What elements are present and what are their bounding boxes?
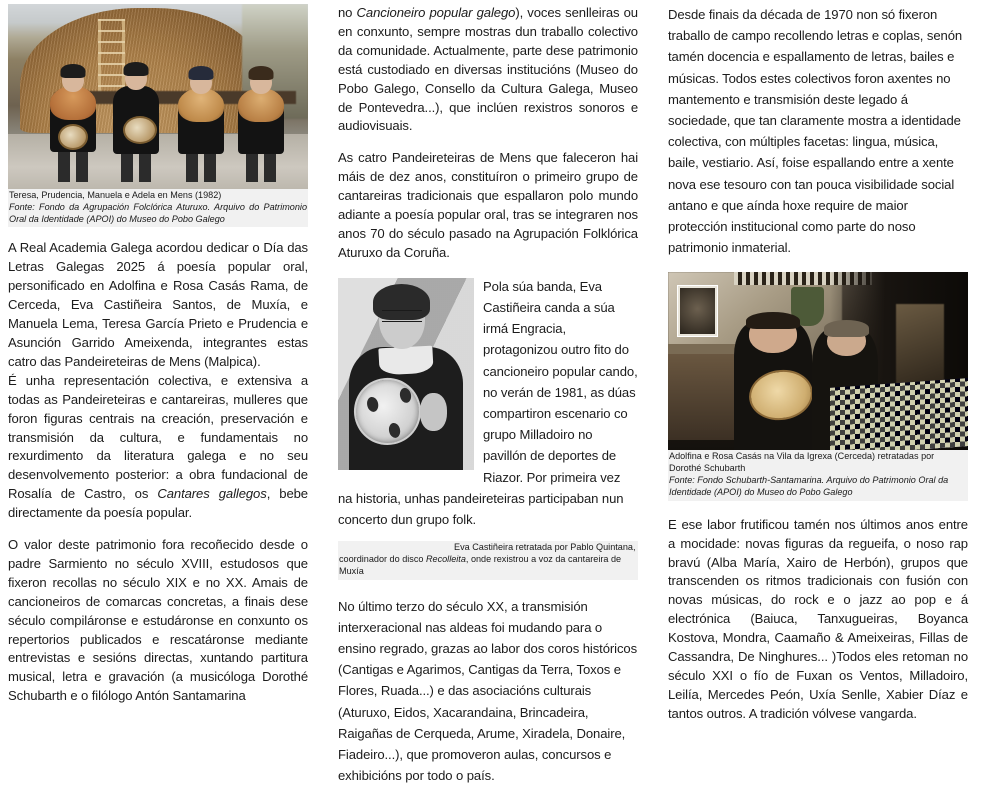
woman-prudencia [107, 60, 165, 182]
caption-eva-part1: Eva Castiñeira retratada por Pablo Quintana, coordinador do disco [339, 542, 636, 565]
figure-mens [8, 4, 308, 227]
paragraph-c2-p4: No último terzo do século XX, a transmisión interxeracional nas aldeas foi mudando para o ensino regrado, grazas ao labor dos coros históricos (Cantigas e Agarimos, Cantigas da Terra, Toxos e Flores, Ruada...) e das asociacións culturais (Aturuxo, Eidos, Xacarandaina, Brincadeira, Raigañas de Cerqueda, Arume, Xiradela, Donaire, Fiadeiro...), que promoveron aulas, concursos e exhibicións por todo o país. [338, 598, 638, 784]
paragraph-c1-p1b [8, 372, 308, 523]
caption-source: Fonte: Fondo Schubarth-Santamarina. Arquivo do Patrimonio Oral da Identidade (APOI) do Museo do Pobo Galego [669, 475, 949, 497]
framed-picture-shape [677, 285, 718, 337]
column-3 [668, 4, 968, 721]
caption-source: Fonte: Fondo da Agrupación Folclórica Aturuxo. Arquivo do Patrimonio Oral da Identidade (APOI) do Museo do Pobo Galego [9, 201, 307, 224]
caption-title: Teresa, Prudencia, Manuela e Adela en Mens (1982) [9, 190, 222, 200]
caption-figure-eva [338, 541, 638, 579]
woman-rosa-cap [824, 320, 869, 336]
title-cancioneiro-popular-galego: Cancioneiro popular galego [356, 5, 516, 20]
caption-eva-part2: , onde rexistrou a voz da cantareira de Muxía [339, 554, 622, 576]
paragraph-c1-p1b-part2: , bebe directamente da poesía popular. [8, 486, 308, 521]
paragraph-c3-p2: E ese labor frutificou tamén nos últimos anos entre a mocidade: novas figuras da regueifa, o noso rap bravú (Alba María, Xairo de Herbón), grupos que transcenden os ritmos tradicionais con fusión con novas músicas, do rock e o jazz ao pop e á electrónica (Baiuca, Tanxugueiras, Boyanca Kostova, Mondra, Caamaño & Ameixeiras, Fillas de Cassandra, De Ninghures... )Todos eles retoman no século XXI o fío de Fuxan os Ventos, Milladoiro, Leilía, Mercedes Peón, Uxía Senlle, Xabier Díaz e tantos outros. A tradición vólvese vangarda. [668, 516, 968, 721]
paragraph-c2-p1-post: ), voces senlleiras ou en conxunto, sempre mostras dun traballo colectivo da comunidade. Actualmente, parte dese patrimonio está custodiado en diversas institucións (Museo do Pobo Galego, Consello da Cultura Galega, Museo de Pontevedra...), que inclúen rexistros sonoros e audiovisuais. [338, 5, 638, 134]
checkered-table-shape [830, 378, 968, 450]
caption-title: Adolfina e Rosa Casás na Vila da Igrexa (Cerceda) retratadas por Dorothé Schubarth [669, 451, 935, 474]
woman-manuela [173, 64, 229, 182]
figure-adolfina [668, 272, 968, 500]
paragraph-c2-p1 [338, 4, 638, 136]
photo-pandeireteiras-mens [8, 4, 308, 189]
cupboard-shape [668, 354, 734, 439]
paragraph-c1-p2: O valor deste patrimonio fora recoñecido desde o padre Sarmiento no século XVIII, estudosos que fixeron recollas no século XIX e no XX. Amais de cancioneiros de comarcas concretas, a finais dese século compiláronse e estudáronse en conxunto os repertorios publicados e rescatáronse mediante entrevistas e sesións directas, xuntando partitura musical, letra e gravación (a musicóloga Dorothé Schubarth e o filólogo Antón Santamarina [8, 537, 308, 704]
paragraph-c3-p1: Desde finais da década de 1970 non só fixeron traballo de campo recollendo letras e coplas, senón tamén docencia e espallamento de letras, bailes e músicas. Todos estes colectivos foron axentes no mantemento e transmisión deste legado á sociedade, que tan claramente mostra a identidade colectiva, con múltiples facetas: lingua, música, baile, vestiario. Así, foise espallando entre a xente nova ese tesouro con tan pouca visibilidade social antano e que aínda hoxe require de maior protección institucional como parte do noso patrimonio inmaterial. [668, 7, 963, 256]
logs-shape [896, 304, 944, 389]
caption-figure-mens [8, 189, 308, 227]
photo-eva-castineira [338, 278, 474, 470]
paragraph-c2-p2: As catro Pandeireteiras de Mens que faleceron hai máis de dez anos, constituíron o primeiro grupo de cantareiras tradicionais que espallaron polo mundo adiante a poesía popular oral, tras se integraren nos anos 70 do século pasado na Agrupación Folklórica Aturuxo da Coruña. [338, 150, 638, 260]
column-1 [8, 4, 308, 704]
woman-teresa [44, 62, 102, 182]
paragraph-c1-p1a: A Real Academia Galega acordou dedicar o Día das Letras Galegas 2025 á poesía popular oral, personificado en Adolfina e Rosa Casás Rama, de Cerceda, Eva Castiñeira Santos, de Muxía, e Manuela Lema, Teresa García Prieto e Prudencia e Asunción Garrido Ameixenda, integrantes estas catro das Pandeireteiras de Mens (Malpica). [8, 240, 308, 369]
caption-figure-adolfina [668, 450, 968, 500]
paragraph-c2-p1-pre: no [338, 5, 357, 20]
column-2 [338, 4, 638, 784]
title-cantares-gallegos: Cantares gallegos [157, 486, 267, 502]
hand-shape [420, 393, 447, 431]
photo-adolfina-rosa [668, 272, 968, 450]
glasses-shape [382, 310, 423, 322]
title-recolleita: Recolleita [425, 554, 466, 565]
figure-eva [338, 278, 474, 470]
paragraph-c2-p3: Pola súa banda, Eva Castiñeira canda a súa irmá Engracia, protagonizou outro fito do cancioneiro popular cando, no verán de 1981, as dúas compartiron escenario co grupo Milladoiro no pavillón de deportes de Riazor. Por primeira vez na historia, unhas pandeireteiras participaban nun concerto dun grupo folk. [338, 278, 638, 528]
paragraph-c1-p1b-part1: É unha representación colectiva, e extensiva a todas as Pandeireteiras e cantareiras, mulleres que foron figuras centrais na creación, preservación e transmisión da cultura, e fundamentais no rexurdimento da literatura galega e no seu desenvolvemento posterior: a obra fundacional de Rosalía de Castro, os [8, 372, 308, 502]
woman-adela [233, 64, 289, 182]
woman-adolfina-hair [746, 312, 800, 330]
